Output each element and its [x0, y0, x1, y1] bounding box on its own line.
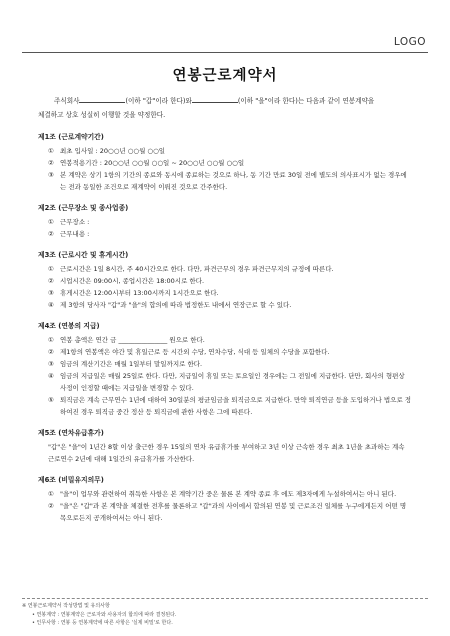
clause-item: [38, 299, 412, 311]
clause-number: ③: [48, 171, 54, 179]
section-title: 제1조 (근로계약기간): [38, 133, 104, 141]
clause-item: [38, 500, 412, 524]
intro-text-1: (이하 "갑"이라 한다)와: [125, 97, 192, 105]
clause-item: [38, 275, 412, 287]
clause-text: "을"이 업무와 관련하여 취득한 사항은 본 계약기간 중은 물론 본 계약 종료 후 에도 제3자에게 누설하여서는 아니 된다.: [60, 490, 397, 498]
section-text: "갑"은 "을"이 1년간 8할 이상 출근한 경우 15일의 연차 유급휴가를 부여하고 3년 이상 근속한 경우 최초 1년을 초과하는 계속 근로연수 2년에 대해 1일간의 유급휴가를 가산한다.: [48, 443, 405, 463]
clause-number: ①: [48, 218, 54, 226]
employee-name-blank: [192, 95, 238, 103]
clause-text: 제1항의 연봉액은 야간 및 휴일근로 등 시간외 수당, 연차수당, 식대 등 일체의 수당을 포함한다.: [60, 348, 330, 356]
section-title: 제2조 (근무장소 및 종사업종): [38, 204, 129, 212]
clause-number: ①: [48, 265, 54, 273]
intro-paragraph: [38, 95, 412, 122]
clause-text: 연봉적용기간 : 20○○년 ○○월 ○○일 ~ 20○○년 ○○월 ○○일: [60, 159, 245, 167]
clause-text: 제 3항의 당사자 "갑"과 "을"의 합의에 따라 법정한도 내에서 연장근로 할 수 있다.: [60, 301, 292, 309]
clause-item: [38, 287, 412, 299]
clause-text: "을"은 "갑"과 본 계약을 체결한 전후를 물론하고 "갑"과의 사이에서 합의된 연봉 및 근로조건 일체를 누구에게든지 어떤 명목으로든지 공개하여서는 아니 된다.: [60, 502, 407, 522]
section-title: 제3조 (근로시간 및 휴게시간): [38, 251, 129, 259]
clause-text: 근로시간은 1일 8시간, 주 40시간으로 한다. 다만, 파견근무의 경우 파견근무지의 규정에 따른다.: [60, 265, 334, 273]
intro-text-3: 체결하고 상호 성실히 이행할 것을 약정한다.: [38, 110, 166, 119]
clause-text: 퇴직금은 계속 근무연수 1년에 대하여 30일분의 평균임금을 퇴직금으로 지급한다. 만약 퇴직연금 등을 도입하거나 법으로 정하여진 경우 퇴직금 중간 정산 등 퇴직금에 관한 사항은 그에 따른다.: [60, 396, 412, 416]
clause-number: ①: [48, 147, 54, 155]
clause-text: 연봉 총액은 연간 금 _______________ 원으로 한다.: [60, 336, 205, 344]
section-title: 제6조 (비밀유지의무): [38, 476, 104, 484]
contract-section: [38, 131, 412, 193]
header-rule: [22, 22, 428, 53]
clause-text: 최초 입사일 : 20○○년 ○○월 ○○일: [60, 147, 166, 155]
clause-item: [38, 145, 412, 157]
contract-section: [38, 202, 412, 240]
section-title: 제4조 (연봉의 지급): [38, 322, 100, 330]
clause-number: ③: [48, 289, 54, 297]
clause-number: ②: [48, 159, 54, 167]
company-name-blank: [79, 95, 125, 103]
clause-text: 휴게시간은 12:00시부터 13:00시까지 1시간으로 한다.: [60, 289, 219, 297]
contract-body: [38, 131, 412, 524]
clause-item: [38, 358, 412, 370]
clause-text: 근무내용 :: [60, 230, 90, 238]
clause-text: 임금의 지급일은 매월 25일로 한다. 다만, 지급일이 휴일 또는 토요일인 경우에는 그 전일에 지급한다. 단만, 회사의 형편상 사정이 인정할 때에는 지급일을 변경할 수 있다.: [60, 372, 405, 392]
intro-company-label: 주식회사: [54, 97, 80, 105]
clause-text: 본 계약은 상기 1항의 기간의 종료와 동시에 종료하는 것으로 하나, 동 기간 만료 30일 전에 별도의 의사표시가 없는 경우에는 전과 동일한 조건으로 재계약이 이뤄진 것으로 간주한다.: [60, 171, 407, 191]
footer-line: • 인무사항 : 연봉 등 연봉계약에 따른 사항은 '실제 비밀'로 한다.: [32, 620, 173, 626]
clause-number: ②: [48, 230, 54, 238]
clause-item: [38, 157, 412, 169]
clause-item: [38, 169, 412, 193]
footer-title: ※ 연봉근로계약서 작성방법 및 유의사항: [22, 603, 110, 609]
contract-section: [38, 474, 412, 524]
clause-number: ①: [48, 336, 54, 344]
clause-number: ②: [48, 277, 54, 285]
logo: LOGO: [393, 36, 426, 48]
clause-item: [38, 263, 412, 275]
intro-text-2: (이하 "을"이라 한다)는 다음과 같이 연봉계약을: [237, 97, 375, 105]
clause-item: [38, 488, 412, 500]
clause-number: ①: [48, 490, 54, 498]
clause-number: ②: [48, 348, 54, 356]
clause-item: [38, 394, 412, 418]
footer-notes: [22, 598, 428, 628]
clause-text: 시업시간은 09:00시, 종업시간은 18:00시로 한다.: [60, 277, 205, 285]
clause-number: ②: [48, 502, 54, 510]
clause-item: [38, 228, 412, 240]
contract-section: [38, 249, 412, 311]
section-title: 제5조 (연차유급휴가): [38, 429, 104, 437]
clause-number: ⑤: [48, 396, 54, 404]
clause-item: [38, 370, 412, 394]
clause-number: ④: [48, 301, 54, 309]
document-title: 연봉근로계약서: [172, 68, 278, 84]
clause-number: ③: [48, 360, 54, 368]
clause-text: 근무장소 :: [60, 218, 90, 226]
footer-line: • 연봉계약 : 연봉계약은 근로자와 사용자의 합의에 따라 결정된다.: [32, 611, 177, 618]
contract-section: [38, 320, 412, 418]
clause-item: [38, 216, 412, 228]
clause-text: 임금의 계산기간은 매월 1일부터 말일까지로 한다.: [60, 360, 203, 368]
clause-item: [38, 346, 412, 358]
clause-number: ④: [48, 372, 54, 380]
clause-item: [38, 334, 412, 346]
contract-section: [38, 427, 412, 465]
